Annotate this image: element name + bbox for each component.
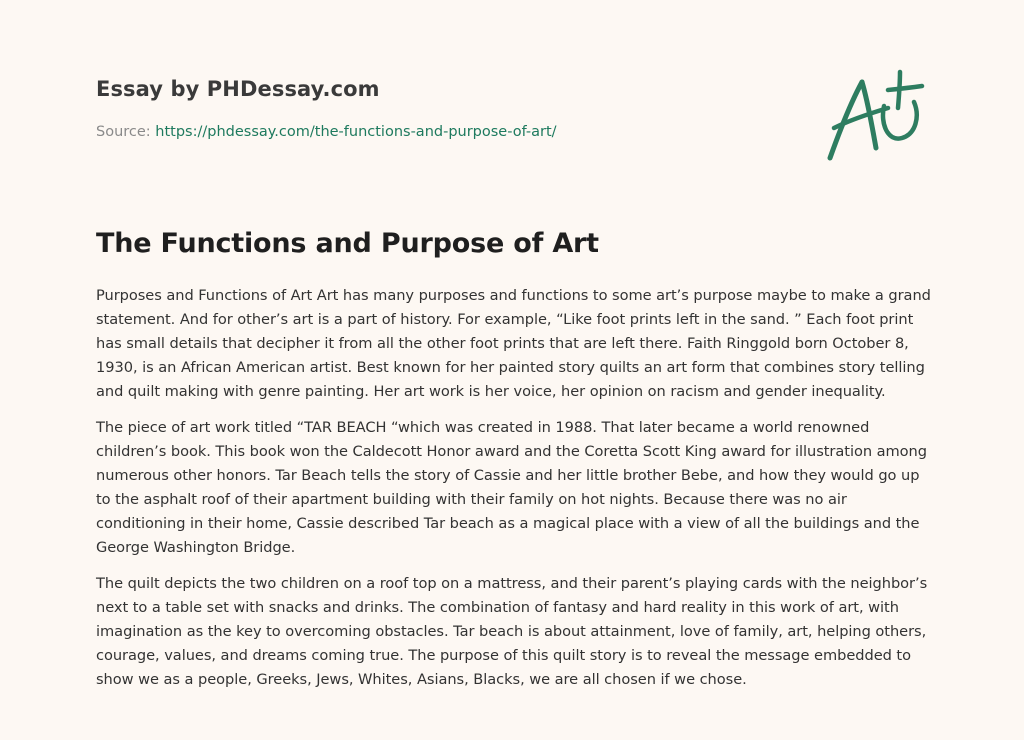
essay-paragraph: The quilt depicts the two children on a roof top on a mattress, and their parent’s playing cards with the neighbor’s next to a table set with snacks and drinks. The combination of fantasy and hard reality in this work of art, with imagination as the key to overcoming obstacles. Tar beach is about attainment, love of family, art, helping others, courage, values, and dreams coming true. The purpose of this quilt story is to reveal the message embedded to show we as a people, Greeks, Jews, Whites, Asians, Blacks, we are all chosen if we chose. (96, 575, 928, 688)
brand-title: Essay by PHDessay.com (96, 77, 380, 101)
a-plus-logo-icon (822, 68, 926, 164)
essay-paragraph: The piece of art work titled “TAR BEACH “which was created in 1988. That later became a world renowned children’s book. This book won the Caldecott Honor award and the Coretta Scott King award for illustration among numerous other honors. Tar Beach tells the story of Cassie and her little brother Bebe, and how they would go up to the asphalt roof of their apartment building with their family on hot nights. Because there was no air conditioning in their home, Cassie described Tar beach as a magical place with a view of all the buildings and the George Washington Bridge. (96, 419, 927, 556)
header (96, 74, 796, 142)
source-label: Source: (96, 124, 156, 140)
essay-title: The Functions and Purpose of Art (96, 228, 599, 259)
essay-paragraph: Purposes and Functions of Art Art has many purposes and functions to some art’s purpose maybe to make a grand statement. And for other’s art is a part of history. For example, “Like foot prints left in the sand. ” Each foot print has small details that decipher it from all the other foot prints that are left there. Faith Ringgold born October 8, 1930, is an African American artist. Best known for her painted story quilts an art form that combines story telling and quilt making with genre painting. Her art work is her voice, her opinion on racism and gender inequality. (96, 287, 931, 400)
essay-body (96, 284, 932, 704)
source-line (96, 122, 796, 142)
source-link[interactable]: https://phdessay.com/the-functions-and-purpose-of-art/ (155, 124, 557, 140)
